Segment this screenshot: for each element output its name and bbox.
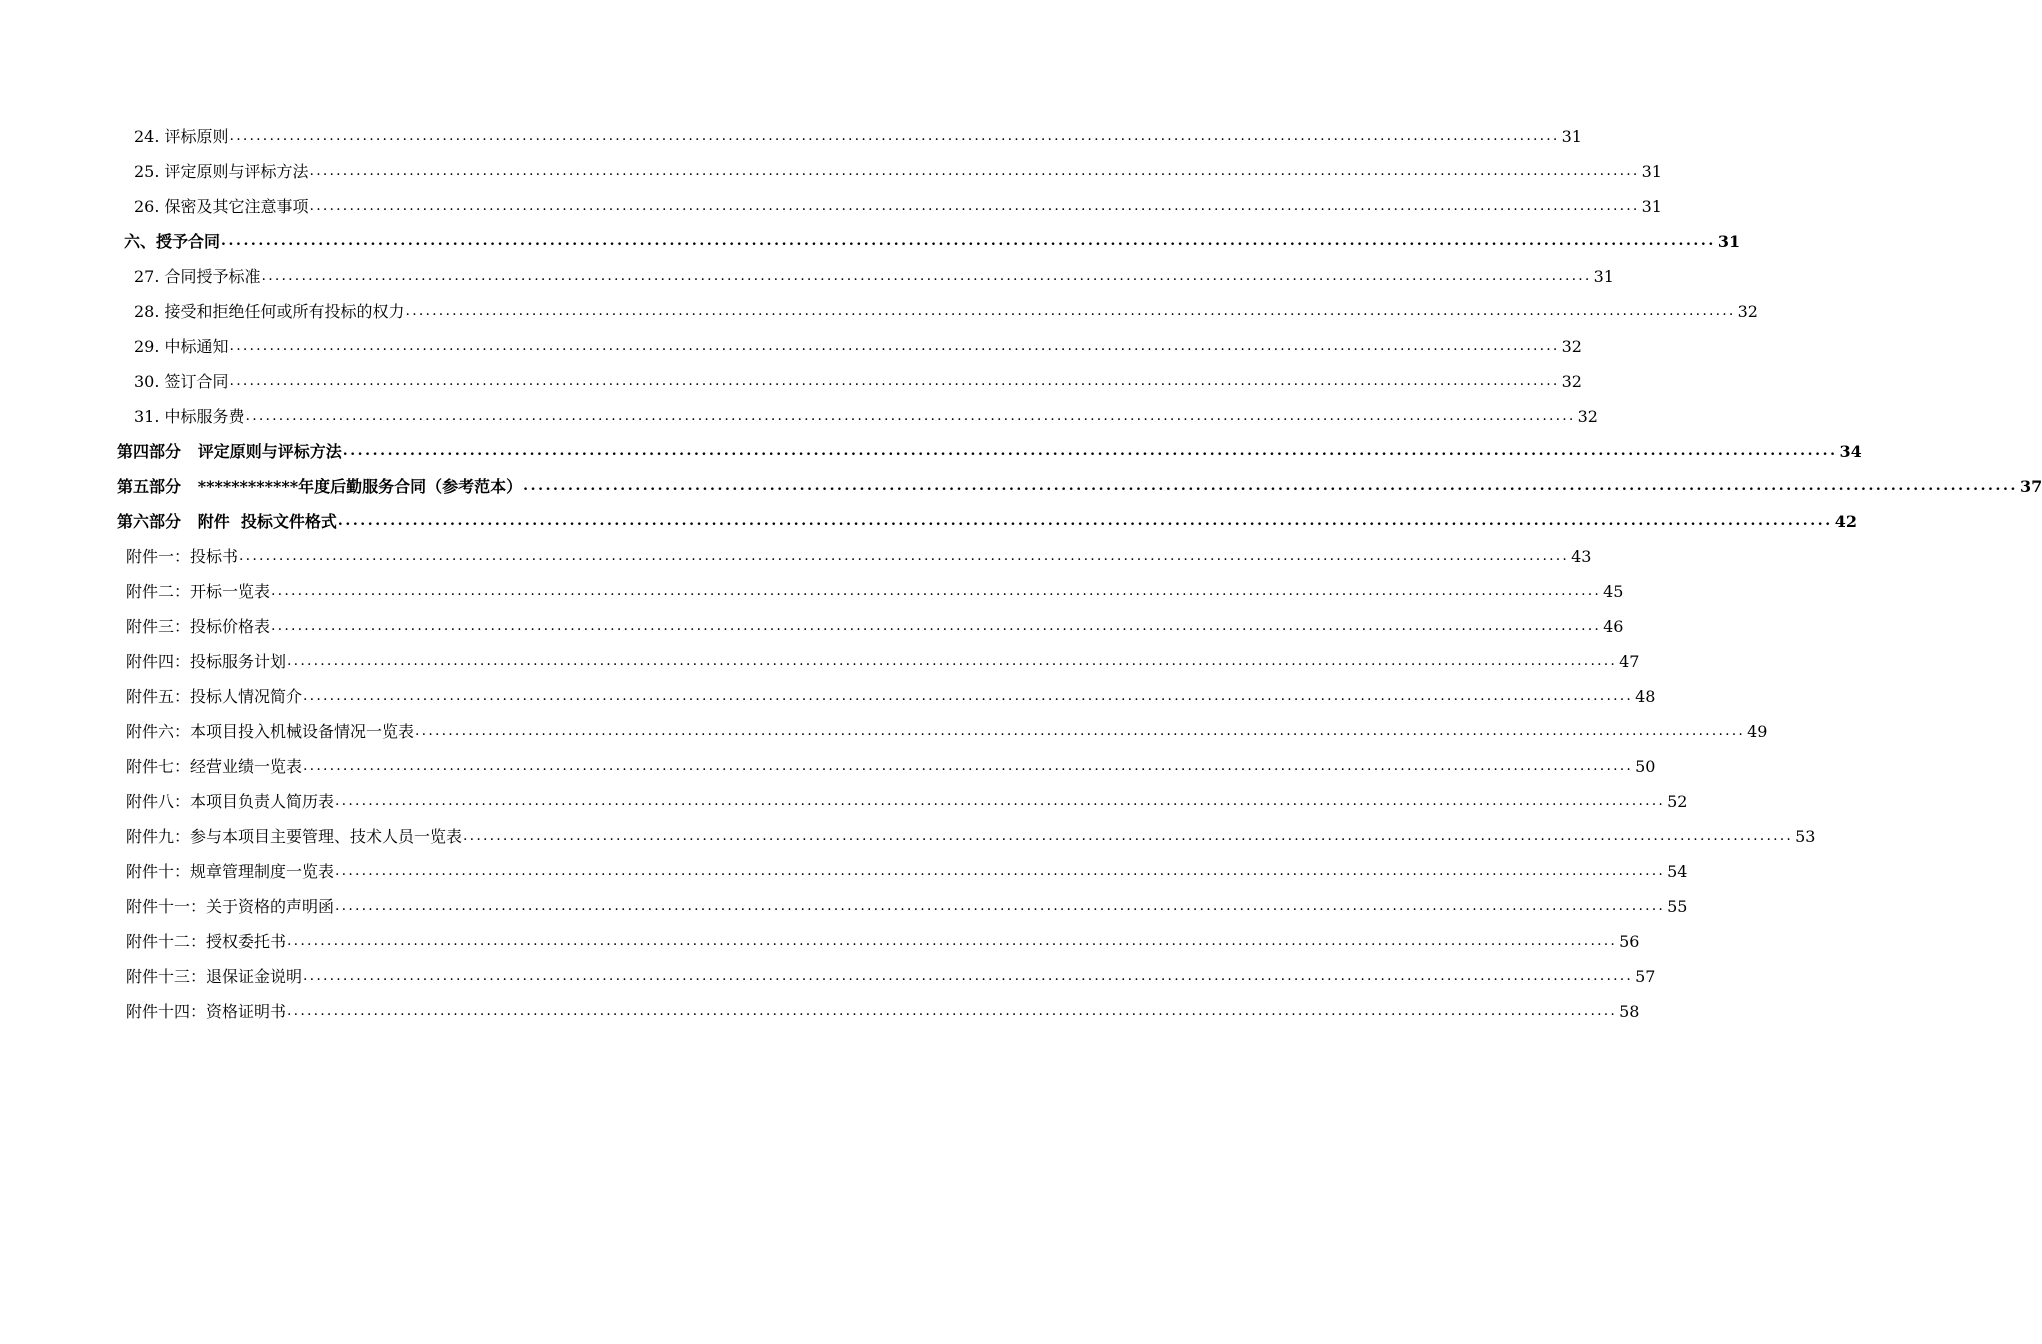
toc-entry[interactable]: [0, 224, 1741, 259]
toc-dot-leader: ........................................................................................................................................................................................................: [463, 828, 1794, 844]
toc-entry-page-number: 45: [1603, 582, 1624, 601]
toc-dot-leader: ........................................................................................................................................................................................................: [405, 303, 1736, 319]
toc-entry-page-number: 32: [1737, 302, 1758, 321]
toc-dot-leader: ........................................................................................................................................................................................................: [303, 758, 1634, 774]
toc-entry-page-number: 54: [1667, 862, 1688, 881]
toc-entry[interactable]: [0, 154, 1662, 189]
toc-entry-title: ************年度后勤服务合同（参考范本）: [197, 477, 523, 496]
toc-entry-title: 附件五：投标人情况简介: [126, 687, 303, 706]
toc-entry[interactable]: [0, 679, 1656, 714]
toc-entry-title: 附件十一：关于资格的声明函: [126, 897, 335, 916]
toc-dot-leader: ........................................................................................................................................................................................................: [309, 198, 1640, 214]
toc-entry-number: 28.: [134, 302, 165, 321]
toc-entry-number: 第四部分: [117, 442, 198, 461]
toc-entry-page-number: 32: [1577, 407, 1598, 426]
toc-dot-leader: ........................................................................................................................................................................................................: [221, 233, 1716, 249]
toc-entry[interactable]: [0, 854, 1688, 889]
toc-entry-title: 附件二：开标一览表: [126, 582, 271, 601]
toc-entry-number: 27.: [134, 267, 165, 286]
toc-entry-title: 附件十二：授权委托书: [126, 932, 287, 951]
toc-dot-leader: ........................................................................................................................................................................................................: [271, 583, 1602, 599]
toc-entry-title: 附件六：本项目投入机械设备情况一览表: [126, 722, 415, 741]
toc-entry[interactable]: [0, 504, 1857, 539]
toc-entry-page-number: 47: [1619, 652, 1640, 671]
toc-entry-page-number: 31: [1641, 162, 1662, 181]
toc-entry-page-number: 53: [1795, 827, 1816, 846]
toc-entry-title: 附件九：参与本项目主要管理、技术人员一览表: [126, 827, 463, 846]
toc-entry[interactable]: [0, 364, 1582, 399]
toc-entry-title: 合同授予标准: [164, 267, 261, 286]
toc-dot-leader: ........................................................................................................................................................................................................: [342, 443, 1838, 459]
toc-entry-title: 保密及其它注意事项: [164, 197, 309, 216]
toc-entry-page-number: 56: [1619, 932, 1640, 951]
toc-entry-title: 评标原则: [164, 127, 229, 146]
toc-entry-page-number: 52: [1667, 792, 1688, 811]
toc-entry[interactable]: [0, 994, 1640, 1029]
toc-entry-title: 附件十四：资格证明书: [126, 1002, 287, 1021]
toc-entry[interactable]: [0, 539, 1592, 574]
toc-entry-title: 附件 投标文件格式: [197, 512, 337, 531]
toc-entry-title: 附件三：投标价格表: [126, 617, 271, 636]
toc-entry-page-number: 32: [1561, 337, 1582, 356]
toc-entry[interactable]: [0, 889, 1688, 924]
toc-dot-leader: ........................................................................................................................................................................................................: [287, 933, 1618, 949]
toc-entry[interactable]: [0, 119, 1582, 154]
toc-entry[interactable]: [0, 784, 1688, 819]
toc-entry-title: 评定原则与评标方法: [164, 162, 309, 181]
toc-entry-title: 签订合同: [164, 372, 229, 391]
toc-entry-page-number: 31: [1717, 232, 1741, 251]
toc-entry-page-number: 37: [2019, 477, 2042, 496]
toc-dot-leader: ........................................................................................................................................................................................................: [335, 793, 1666, 809]
toc-entry-page-number: 55: [1667, 897, 1688, 916]
toc-entry-number: 六、: [124, 232, 157, 251]
toc-entry-page-number: 49: [1747, 722, 1768, 741]
toc-entry[interactable]: [0, 924, 1640, 959]
toc-dot-leader: ........................................................................................................................................................................................................: [245, 408, 1576, 424]
toc-entry-number: 31.: [134, 407, 165, 426]
toc-entry-number: 第六部分: [117, 512, 198, 531]
toc-dot-leader: ........................................................................................................................................................................................................: [261, 268, 1592, 284]
toc-entry-page-number: 31: [1561, 127, 1582, 146]
toc-dot-leader: ........................................................................................................................................................................................................: [337, 513, 1833, 529]
toc-entry[interactable]: [0, 959, 1656, 994]
toc-entry-page-number: 50: [1635, 757, 1656, 776]
toc-dot-leader: ........................................................................................................................................................................................................: [287, 653, 1618, 669]
table-of-contents: [0, 119, 2042, 1029]
toc-dot-leader: ........................................................................................................................................................................................................: [271, 618, 1602, 634]
toc-entry-title: 附件七：经营业绩一览表: [126, 757, 303, 776]
toc-entry[interactable]: [0, 434, 1862, 469]
toc-dot-leader: ........................................................................................................................................................................................................: [303, 968, 1634, 984]
toc-entry-page-number: 31: [1641, 197, 1662, 216]
toc-dot-leader: ........................................................................................................................................................................................................: [229, 128, 1560, 144]
toc-entry-number: 25.: [134, 162, 165, 181]
toc-entry-title: 接受和拒绝任何或所有投标的权力: [164, 302, 405, 321]
toc-dot-leader: ........................................................................................................................................................................................................: [309, 163, 1640, 179]
toc-entry-page-number: 34: [1839, 442, 1862, 461]
toc-entry-number: 30.: [134, 372, 165, 391]
toc-entry-number: 第五部分: [117, 477, 198, 496]
toc-entry[interactable]: [0, 609, 1624, 644]
toc-dot-leader: ........................................................................................................................................................................................................: [335, 898, 1666, 914]
toc-entry[interactable]: [0, 329, 1582, 364]
toc-entry-page-number: 46: [1603, 617, 1624, 636]
toc-entry-title: 中标服务费: [164, 407, 245, 426]
toc-entry-page-number: 48: [1635, 687, 1656, 706]
toc-dot-leader: ........................................................................................................................................................................................................: [303, 688, 1634, 704]
toc-entry[interactable]: [0, 259, 1614, 294]
toc-dot-leader: ........................................................................................................................................................................................................: [229, 338, 1560, 354]
toc-entry-title: 附件十：规章管理制度一览表: [126, 862, 335, 881]
toc-entry-number: 24.: [134, 127, 165, 146]
toc-entry-number: 26.: [134, 197, 165, 216]
toc-entry-title: 附件一：投标书: [126, 547, 239, 566]
toc-entry-page-number: 32: [1561, 372, 1582, 391]
toc-entry-title: 附件十三：退保证金说明: [126, 967, 303, 986]
toc-entry-page-number: 31: [1593, 267, 1614, 286]
toc-entry[interactable]: [0, 574, 1624, 609]
toc-entry[interactable]: [0, 469, 2042, 504]
toc-entry-page-number: 58: [1619, 1002, 1640, 1021]
toc-dot-leader: ........................................................................................................................................................................................................: [287, 1003, 1618, 1019]
toc-dot-leader: ........................................................................................................................................................................................................: [335, 863, 1666, 879]
toc-entry[interactable]: [0, 644, 1640, 679]
toc-entry-title: 评定原则与评标方法: [197, 442, 342, 461]
toc-entry-page-number: 43: [1571, 547, 1592, 566]
toc-entry[interactable]: [0, 714, 1768, 749]
toc-dot-leader: ........................................................................................................................................................................................................: [229, 373, 1560, 389]
toc-entry[interactable]: [0, 294, 1758, 329]
toc-entry[interactable]: [0, 399, 1598, 434]
toc-dot-leader: ........................................................................................................................................................................................................: [523, 478, 2018, 494]
toc-entry-title: 附件八：本项目负责人简历表: [126, 792, 335, 811]
toc-entry-title: 中标通知: [164, 337, 229, 356]
toc-dot-leader: ........................................................................................................................................................................................................: [239, 548, 1570, 564]
toc-entry[interactable]: [0, 749, 1656, 784]
toc-entry-page-number: 57: [1635, 967, 1656, 986]
toc-dot-leader: ........................................................................................................................................................................................................: [415, 723, 1746, 739]
toc-entry-number: 29.: [134, 337, 165, 356]
toc-entry-title: 授予合同: [156, 232, 221, 251]
toc-entry[interactable]: [0, 819, 1816, 854]
toc-entry-page-number: 42: [1834, 512, 1857, 531]
toc-entry[interactable]: [0, 189, 1662, 224]
toc-entry-title: 附件四：投标服务计划: [126, 652, 287, 671]
